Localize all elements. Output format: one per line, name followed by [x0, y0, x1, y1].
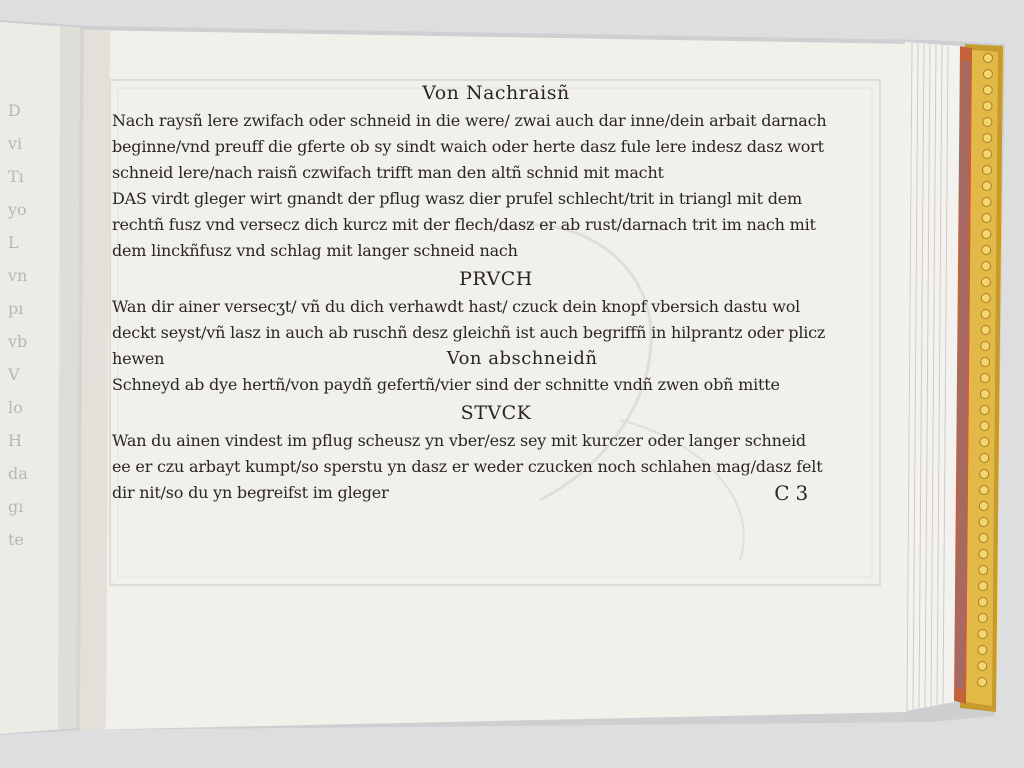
left-page-fragment: yo: [8, 200, 27, 219]
section-3: [112, 372, 880, 398]
closing-row: [112, 480, 880, 506]
gilt-bead: [978, 598, 987, 607]
text-line: dem linckñfusz vnd schlag mit langer schneid nach: [112, 241, 518, 260]
gilt-bead: [980, 438, 989, 447]
gilt-bead: [982, 214, 991, 223]
left-page-fragment: V: [8, 365, 20, 384]
gilt-bead: [982, 198, 991, 207]
gilt-bead: [978, 678, 987, 687]
heading-von-nachraisn: Von Nachraisñ: [422, 82, 570, 104]
left-page-fragment: L: [8, 233, 19, 252]
gilt-bead: [979, 502, 988, 511]
gilt-bead: [983, 102, 992, 111]
text-line: Nach raysñ lere zwifach oder schneid in die were/ zwai auch dar inne/dein arbait darnach: [112, 111, 827, 130]
section-1: [112, 108, 880, 264]
text-line: ee er czu arbayt kumpt/so sperstu yn dasz er weder czucken noch schlahen mag/dasz felt: [112, 457, 823, 476]
gilt-bead: [982, 182, 991, 191]
section-4: [112, 428, 880, 480]
text-line: Wan du ainen vindest im pflug scheusz yn vber/esz sey mit kurczer oder langer schneid: [112, 431, 806, 450]
left-page-fragment: Tı: [8, 167, 24, 186]
gilt-bead: [979, 582, 988, 591]
left-page-fragment: da: [8, 464, 28, 483]
gilt-bead: [982, 230, 991, 239]
gilt-bead: [981, 358, 990, 367]
heading-stvck: STVCK: [460, 402, 532, 424]
gutter-shadow-right: [80, 30, 110, 730]
left-page-fragment: te: [8, 530, 24, 549]
left-page-fragment: D: [8, 101, 21, 120]
left-page-fragment: pı: [8, 299, 24, 318]
gilt-bead: [979, 566, 988, 575]
gilt-bead: [979, 518, 988, 527]
signature-mark: C 3: [774, 481, 808, 505]
gilt-bead: [980, 406, 989, 415]
section-2-last-row: [112, 346, 880, 372]
left-page-fragment: vb: [8, 332, 28, 351]
gilt-bead: [981, 326, 990, 335]
section-4-last-line: dir nit/so du yn begreifst im gleger: [112, 483, 389, 502]
gilt-bead: [980, 454, 989, 463]
gilt-bead: [981, 278, 990, 287]
gilt-bead: [980, 486, 989, 495]
gilt-bead: [980, 470, 989, 479]
gilt-bead: [980, 422, 989, 431]
gilt-bead: [983, 70, 992, 79]
text-line: Wan dir ainer versecʒt/ vñ du dich verhawdt hast/ czuck dein knopf vbersich dastu wol: [112, 297, 801, 316]
gilt-bead: [983, 86, 992, 95]
gilt-bead: [983, 150, 992, 159]
left-page-fragment: vn: [8, 266, 28, 285]
gilt-bead: [978, 630, 987, 639]
text-line: DAS virdt gleger wirt gnandt der pflug wasz dier prufel schlecht/trit in triangl mit dem: [112, 189, 803, 208]
gilt-bead: [979, 550, 988, 559]
gilt-bead: [982, 262, 991, 271]
gilt-bead: [979, 534, 988, 543]
text-line: beginne/vnd preuff die gferte ob sy sindt waich oder herte dasz fule lere indesz dasz wort: [112, 137, 824, 156]
heading-pruch: PRVCH: [459, 268, 533, 290]
gilt-bead: [978, 614, 987, 623]
gilt-bead: [983, 134, 992, 143]
gilt-bead: [982, 246, 991, 255]
text-line: deckt seyst/vñ lasz in auch ab ruschñ desz gleichñ ist auch begriffñ in hilprantz oder plicz: [112, 323, 826, 342]
heading-von-abschneidn: Von abschneidñ: [446, 348, 598, 369]
text-line: schneid lere/nach raisñ czwifach trifft man den altñ schnid mit macht: [112, 163, 664, 182]
gilt-bead: [983, 118, 992, 127]
gilt-bead: [984, 54, 993, 63]
gilt-bead: [981, 342, 990, 351]
gilt-bead: [983, 166, 992, 175]
gilt-bead: [981, 294, 990, 303]
text-line: rechtñ fusz vnd versecz dich kurcz mit der flech/dasz er ab rust/darnach trit im nach mit: [112, 215, 816, 234]
page-text-block: [112, 78, 880, 506]
gilt-bead: [981, 310, 990, 319]
text-line: Schneyd ab dye hertñ/von paydñ gefertñ/vier sind der schnitte vndñ zwen obñ mitte: [112, 375, 780, 394]
left-page-fragment: gı: [8, 497, 24, 516]
gilt-bead: [978, 662, 987, 671]
gilt-bead: [978, 646, 987, 655]
section-2-last-line: hewen: [112, 349, 165, 368]
gutter-shadow-left: [58, 27, 84, 729]
section-2: [112, 294, 880, 346]
left-page-fragment: lo: [8, 398, 23, 417]
left-page-fragment: H: [8, 431, 22, 450]
gilt-bead: [981, 374, 990, 383]
left-page-fragment: vi: [8, 134, 23, 153]
gilt-bead: [980, 390, 989, 399]
